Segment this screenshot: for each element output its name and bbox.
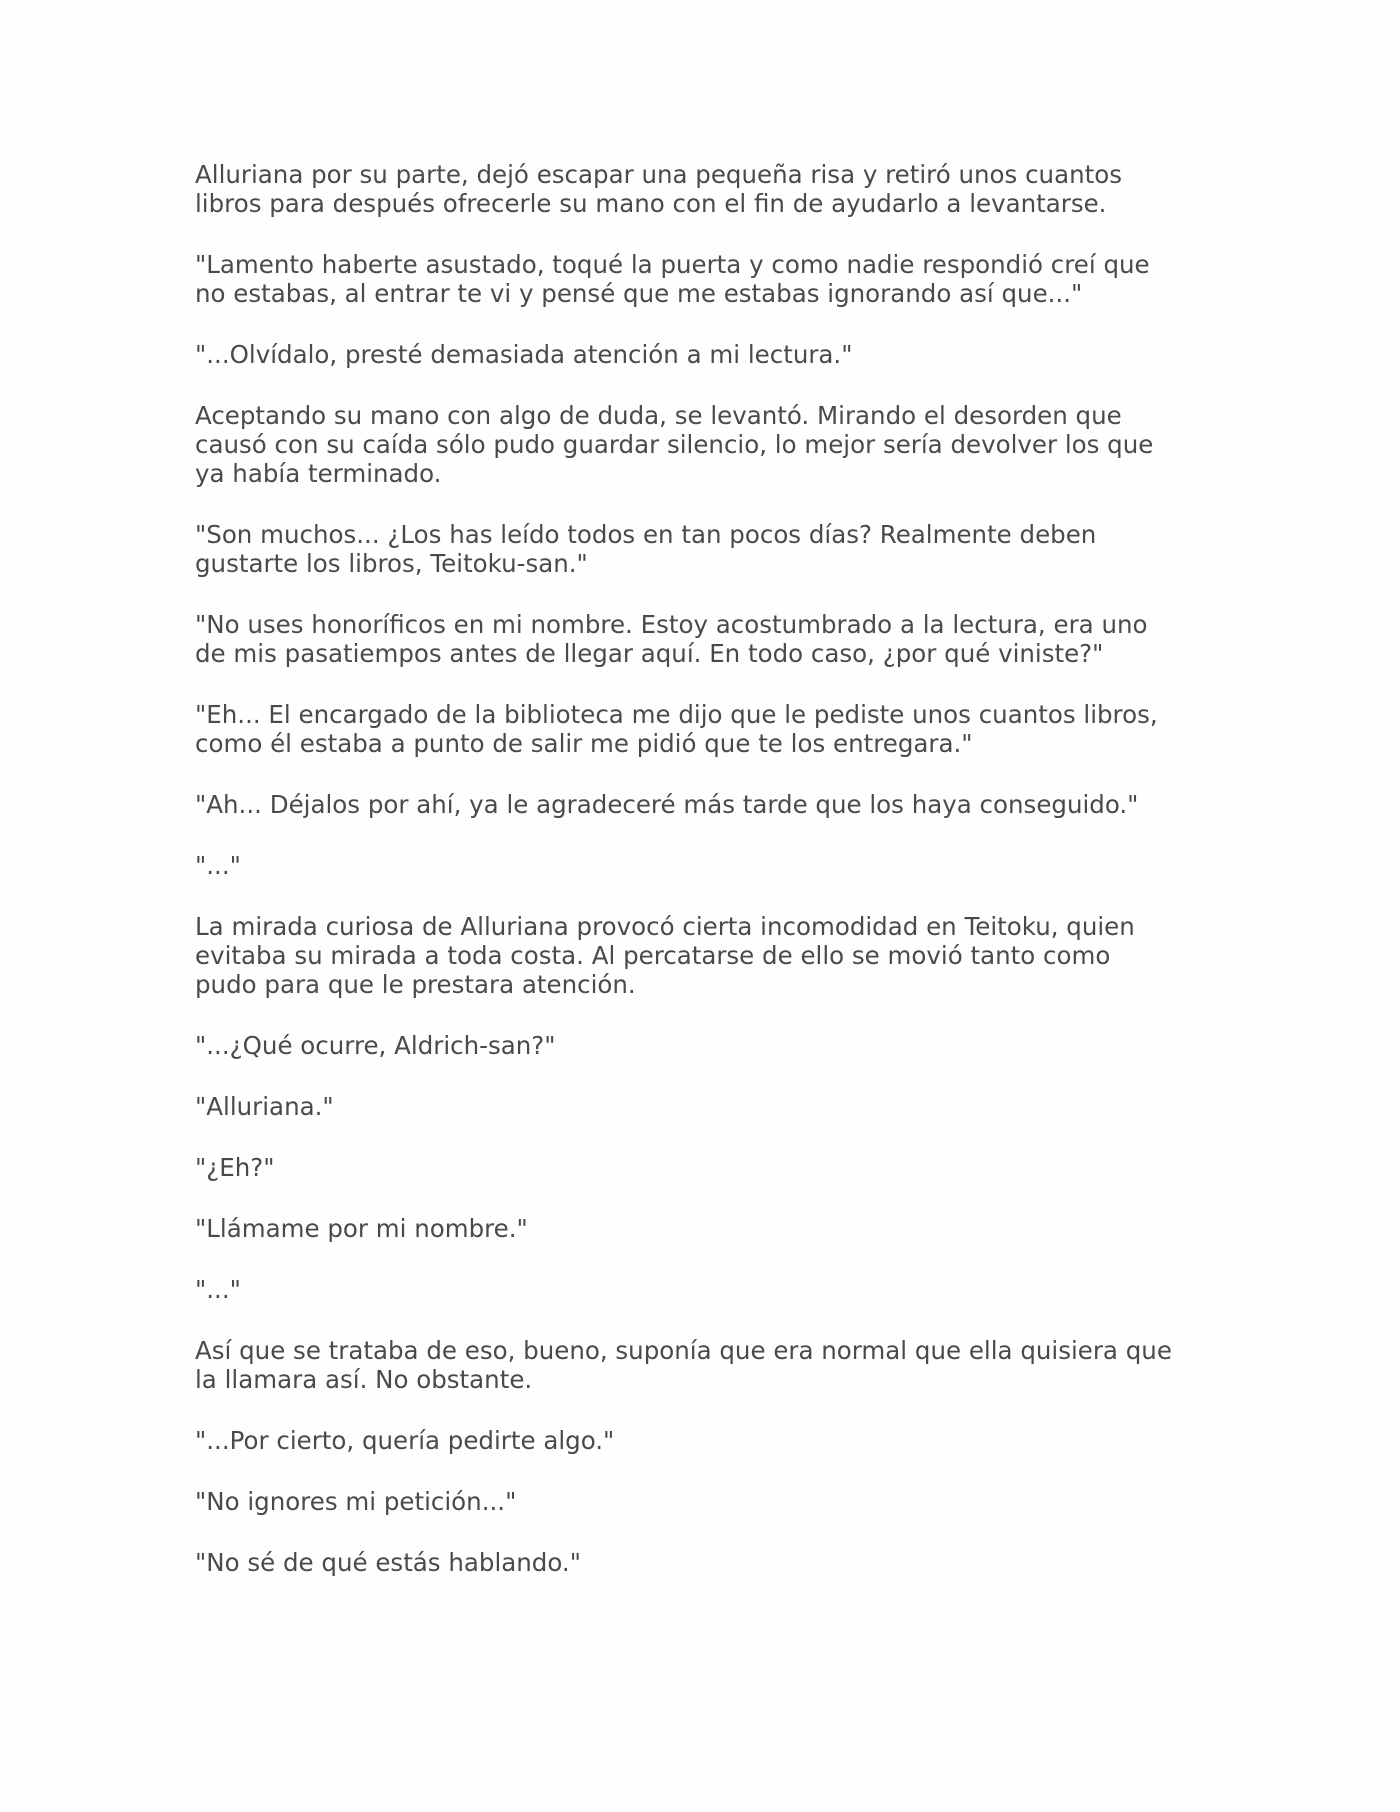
paragraph: Aceptando su mano con algo de duda, se levantó. Mirando el desorden que causó con su caída sólo pudo guardar silencio, lo mejor sería devolver los que ya había terminado. <box>195 401 1154 488</box>
paragraph: "Lamento haberte asustado, toqué la puerta y como nadie respondió creí que no estabas, al entrar te vi y pensé que me estabas ignorando así que..." <box>195 250 1150 308</box>
paragraph: Alluriana por su parte, dejó escapar una pequeña risa y retiró unos cuantos libros para después ofrecerle su mano con el fin de ayudarlo a levantarse. <box>195 160 1122 218</box>
paragraph: "...¿Qué ocurre, Aldrich-san?" <box>195 1031 556 1060</box>
paragraph: "...Por cierto, quería pedirte algo." <box>195 1426 615 1455</box>
paragraph: "Llámame por mi nombre." <box>195 1214 528 1243</box>
paragraph: "..." <box>195 1275 241 1304</box>
paragraph: "Son muchos... ¿Los has leído todos en tan pocos días? Realmente deben gustarte los libros, Teitoku-san." <box>195 520 1097 578</box>
paragraph: "¿Eh?" <box>195 1153 275 1182</box>
paragraph: Así que se trataba de eso, bueno, suponía que era normal que ella quisiera que la llamara así. No obstante. <box>195 1336 1172 1394</box>
paragraph: "No sé de qué estás hablando." <box>195 1548 581 1577</box>
paragraph: "..." <box>195 851 241 880</box>
paragraph: La mirada curiosa de Alluriana provocó cierta incomodidad en Teitoku, quien evitaba su mirada a toda costa. Al percatarse de ello se movió tanto como pudo para que le prestara atención. <box>195 912 1135 999</box>
paragraph: "Alluriana." <box>195 1092 334 1121</box>
paragraph: "No ignores mi petición..." <box>195 1487 517 1516</box>
paragraph: "No uses honoríficos en mi nombre. Estoy acostumbrado a la lectura, era uno de mis pasatiempos antes de llegar aquí. En todo caso, ¿por qué viniste?" <box>195 610 1148 668</box>
paragraph: "Eh... El encargado de la biblioteca me dijo que le pediste unos cuantos libros, como él estaba a punto de salir me pidió que te los entregara." <box>195 700 1158 758</box>
document-body <box>195 160 1235 1609</box>
paragraph: "Ah... Déjalos por ahí, ya le agradeceré más tarde que los haya conseguido." <box>195 790 1139 819</box>
paragraph: "...Olvídalo, presté demasiada atención a mi lectura." <box>195 340 853 369</box>
